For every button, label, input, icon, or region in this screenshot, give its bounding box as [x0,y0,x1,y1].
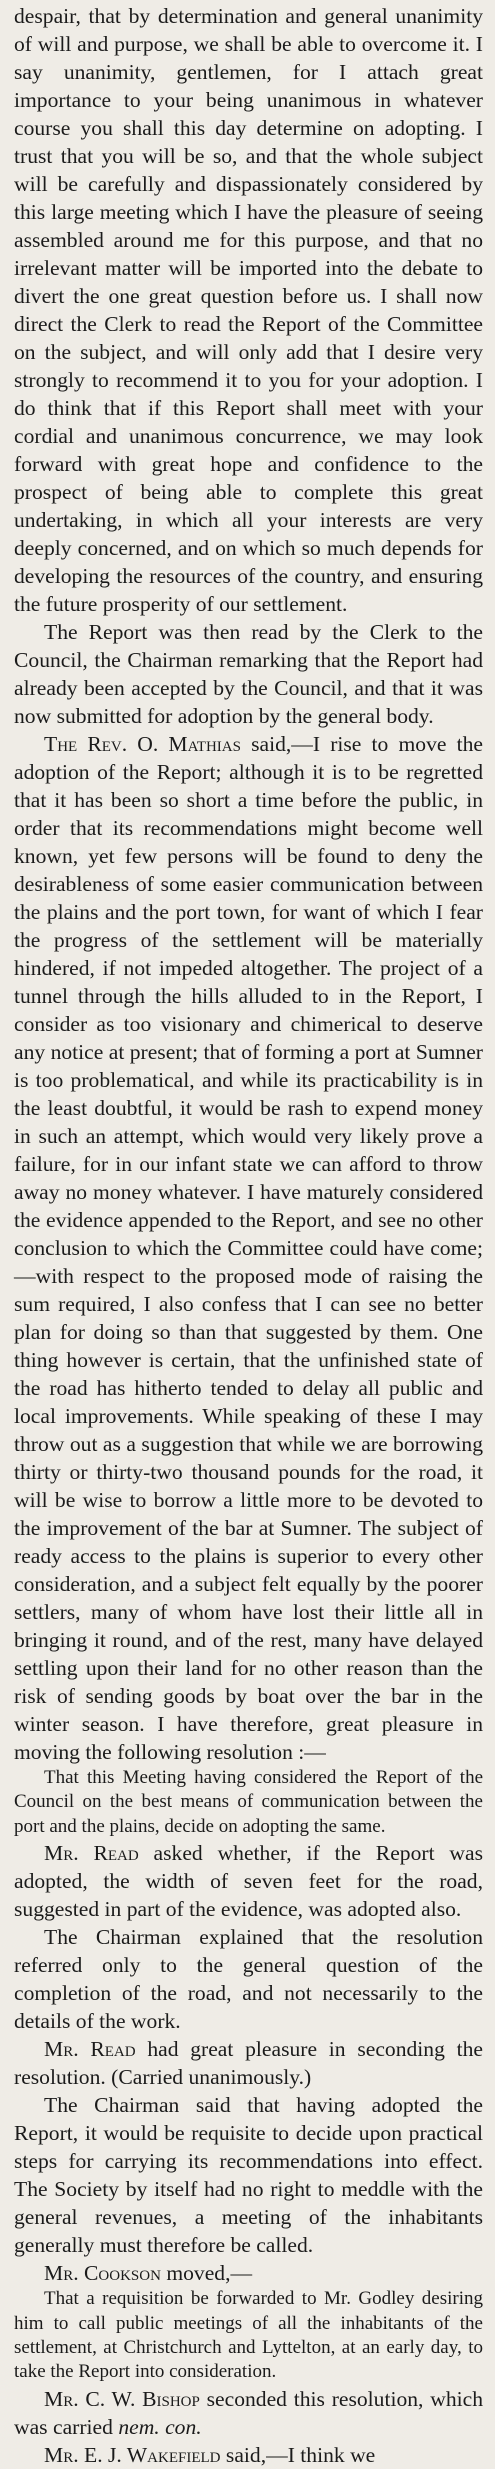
report-read-paragraph: The Report was then read by the Clerk to the Council, the Chairman remarking that the Report had already been accepted by the Council, and that it was now submitted for adoption by the general body. [14,620,483,728]
wakefield-speech-paragraph [14,2441,483,2469]
speaker-name: Mr. Read [44,2037,136,2062]
speaker-name: Mr. Cookson [44,2261,161,2286]
speech-text: asked whether, if the Report was adopted, the width of seven feet for the road, suggested in part of the evidence, was adopted also. [14,1841,484,1922]
speech-text: said,—I think we [220,2442,376,2467]
resolution-adopt-report: That this Meeting having considered the Report of the Council on the best means of communication between the port and the plains, decide on adopting the same. [14,1767,483,1837]
speech-text: had great pleasure in seconding the resolution. (Carried unanimously.) [14,2037,483,2090]
mathias-speech-paragraph [14,730,483,1766]
speaker-name: Mr. Read [44,1841,139,1866]
latin-phrase: nem. con. [118,2414,202,2439]
chairman-practical-steps-paragraph: The Chairman said that having adopted the Report, it would be requisite to decide upon practical steps for carrying its recommendations into effect. The Society by itself had no right to meddle with the general revenues, a meeting of the inhabitants generally must therefore be called. [14,2093,483,2258]
chairman-explanation-paragraph: The Chairman explained that the resolution referred only to the general question of the completion of the road, and not necessarily to the details of the work. [14,1925,483,2034]
bishop-seconding-paragraph [14,2385,483,2441]
read-question-paragraph [14,1839,483,1923]
chairman-speech-paragraph: despair, that by determination and general unanimity of will and purpose, we shall be able to overcome it. I say unanimity, gentlemen, for I attach great importance to your being unanimous in whatever course you shall this day determine on adopting. I trust that you will be so, and that the whole subject will be carefully and dispassionately considered by this large meeting which I have the pleasure of seeing assembled around me for this purpose, and that no irrelevant matter will be imported into the debate to divert the one great question before us. I shall now direct the Clerk to read the Report of the Committee on the subject, and will only add that I desire very strongly to recommend it to you for your adoption. I do think that if this Report shall meet with your cordial and unanimous concurrence, we may look forward with great hope and confidence to the prospect of being able to complete this great undertaking, in which all your interests are very deeply concerned, and on which so much depends for developing the resources of the country, and ensuring the future prosperity of our settlement. [14,4,483,616]
speaker-name: Mr. C. W. Bishop [44,2386,200,2411]
speaker-name: The Rev. O. Mathias [44,732,241,756]
read-seconding-paragraph [14,2035,483,2091]
speech-text: seconded this resolution, which was carried [14,2386,483,2439]
speaker-name: Mr. E. J. Wakefield [44,2442,221,2467]
cookson-motion-paragraph [14,2259,483,2287]
speech-text: said,—I rise to move the adoption of the Report; although it is to be regretted that it has been so short a time before the public, in order that its recommendations might become well known, yet few persons will be found to deny the desirableness of some easier communication between the plains and the port town, for want of which I fear the progress of the settlement will be materially hindered, if not impeded altogether. The project of a tunnel through the hills alluded to in the Report, I consider as too visionary and chimerical to deserve any notice at present; that of forming a port at Sumner is too problematical, and while its practicability is in the least doubtful, it would be rash to expend money in such an attempt, which would very likely prove a failure, for in our infant state we can afford to throw away no money whatever. I have maturely considered the evidence appended to the Report, and see no other conclusion to which the Committee could have come;—with respect to the proposed mode of raising the sum required, I also confess that I can see no better plan for doing so than that suggested by them. One thing however is certain, that the unfinished state of the road has hitherto tended to delay all public and local improvements. While speaking of these I may throw out as a suggestion that while we are borrowing thirty or thirty-two thousand pounds for the road, it will be wise to borrow a little more to be devoted to the improvement of the bar at Sumner. The subject of ready access to the plains is superior to every other consideration, and a subject felt equally by the poorer settlers, many of whom have lost their little all in bringing it round, and of the rest, many have delayed settling upon their land for no other reason than the risk of sending goods by boat over the bar in the winter season. I have therefore, great pleasure in moving the following resolution :— [14,732,483,1764]
resolution-requisition: That a requisition be forwarded to Mr. Godley desiring him to call public meetings of all the inhabitants of the settlement, at Christchurch and Lyttelton, at an early day, to take the Report into consideration. [14,2288,483,2383]
speech-text: moved,— [160,2261,253,2286]
